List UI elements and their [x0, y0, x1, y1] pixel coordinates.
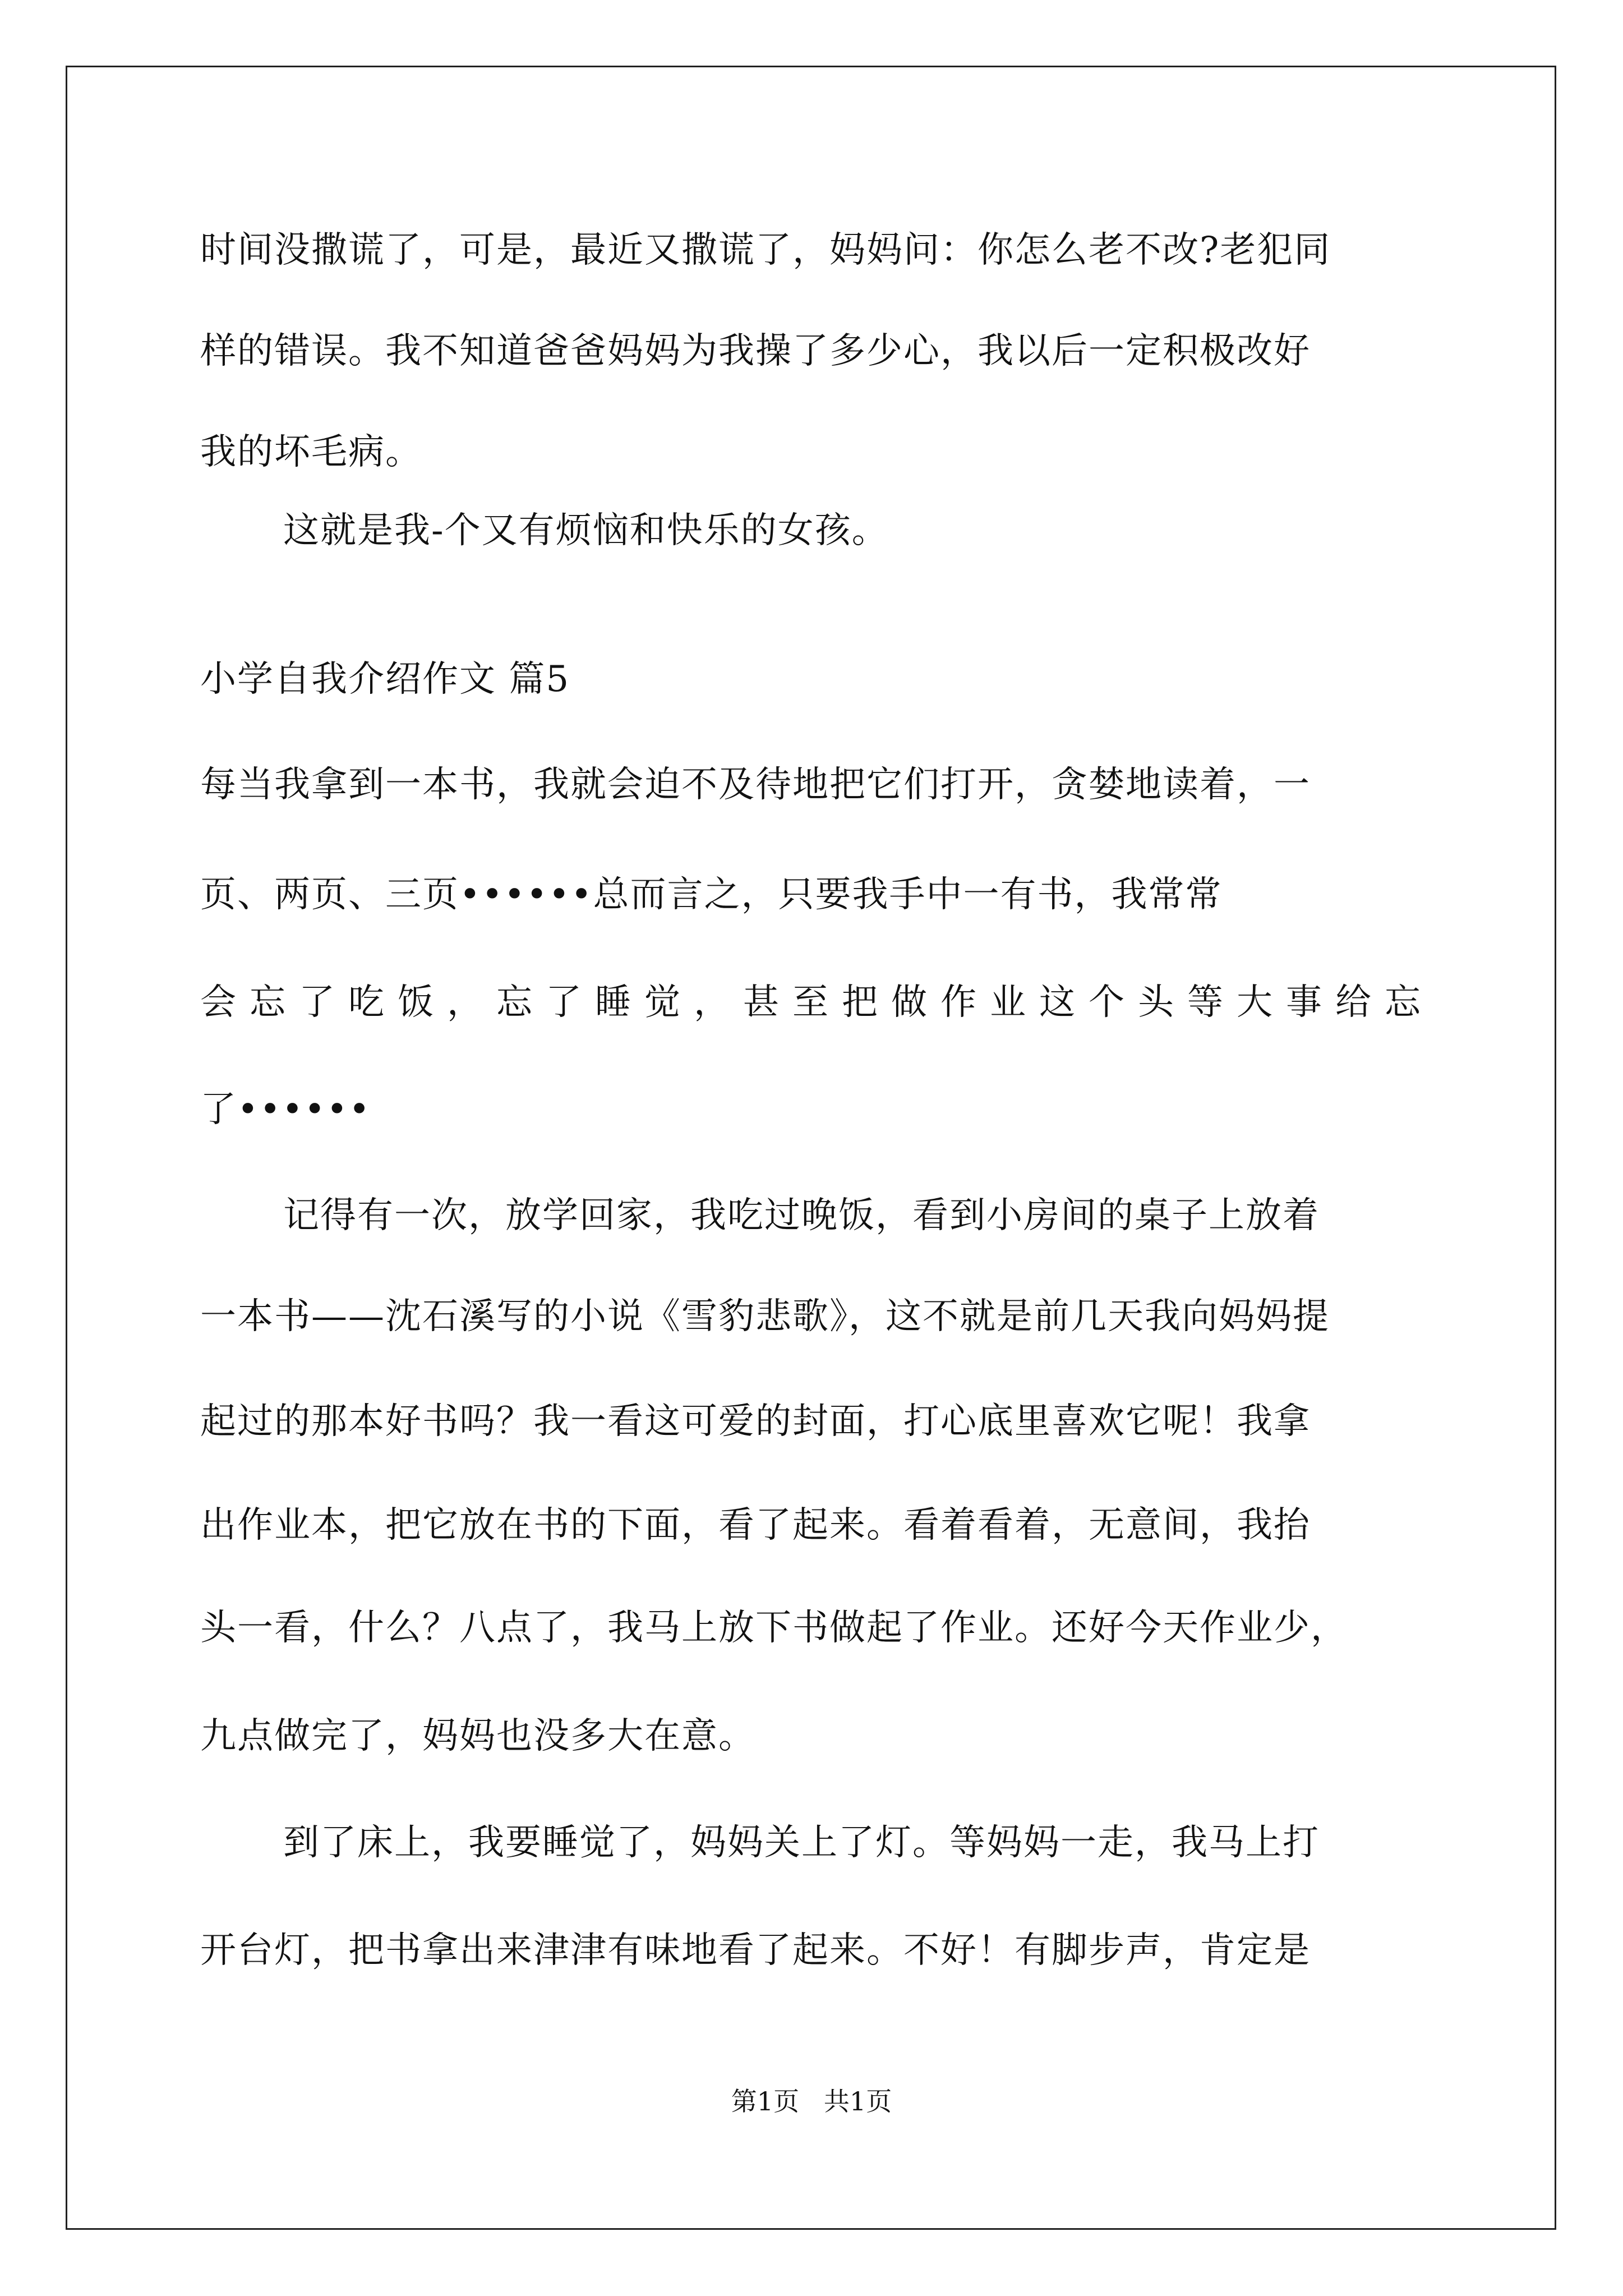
text-line: 我的坏毛病。: [200, 431, 422, 473]
text-line: 会忘了吃饭，忘了睡觉，甚至把做作业这个头等大事给忘: [200, 982, 1434, 1023]
text-line: 一本书——沈石溪写的小说《雪豹悲歌》，这不就是前几天我向妈妈提: [200, 1296, 1330, 1337]
page-footer: 第1页 共1页: [731, 2086, 892, 2116]
text-line: 到了床上，我要睡觉了，妈妈关上了灯。等妈妈一走，我马上打: [283, 1822, 1320, 1864]
text-line: 时间没撒谎了，可是，最近又撒谎了，妈妈问：你怎么老不改?老犯同: [200, 229, 1331, 271]
section-heading: 小学自我介绍作文 篇5: [200, 659, 570, 700]
text-line: 页、两页、三页••••••总而言之，只要我手中一有书，我常常: [200, 874, 1223, 915]
page-border: [66, 66, 1556, 2230]
text-line: 九点做完了，妈妈也没多大在意。: [200, 1715, 755, 1757]
text-line: 这就是我-个又有烦恼和快乐的女孩。: [283, 510, 889, 551]
text-line: 每当我拿到一本书，我就会迫不及待地把它们打开，贪婪地读着，一: [200, 764, 1311, 806]
text-line: 了••••••: [200, 1089, 371, 1130]
text-line: 头一看，什么？八点了，我马上放下书做起了作业。还好今天作业少，: [200, 1607, 1348, 1649]
text-line: 开台灯，把书拿出来津津有味地看了起来。不好！有脚步声，肯定是: [200, 1930, 1311, 1971]
text-line: 出作业本，把它放在书的下面，看了起来。看着看着，无意间，我抬: [200, 1504, 1311, 1546]
text-line: 起过的那本好书吗？我一看这可爱的封面，打心底里喜欢它呢！我拿: [200, 1401, 1311, 1442]
text-line: 记得有一次，放学回家，我吃过晚饭，看到小房间的桌子上放着: [283, 1195, 1320, 1236]
text-line: 样的错误。我不知道爸爸妈妈为我操了多少心，我以后一定积极改好: [200, 330, 1311, 372]
